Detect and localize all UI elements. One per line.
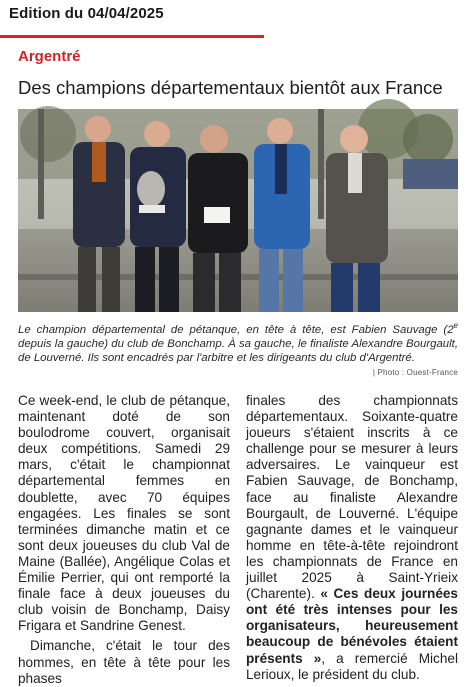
article-headline: Des champions départementaux bientôt aux France [18,77,443,98]
edition-bar [0,0,466,30]
photo-illustration [18,109,458,312]
paragraph-continued-text: finales des championnats départementaux. Soixante-quatre joueurs s'étaient inscrits à ce challenge pour se mesurer à leurs adversaires. Le vainqueur est Fabien Sauvage, de Bonchamp, face au finaliste Alexandre Bourgault, de Louverné. L'équipe gagnante dames et le vainqueur homme en tête-à-tête rejoindront les championnats de France en juillet 2025 à Saint-Yrieix (Charente). [246,393,458,602]
paragraph-1: Ce week-end, le club de pétanque, maintenant doté de son boulodrome couvert, organisait deux compétitions. Samedi 29 mars, c'était le championnat départemental femmes en doublette, avec 70 équipes engagées. Les finales se sont terminées dimanche matin et ce sont deux joueuses du club Val de Maine (Ballée), Angélique Colas et Émilie Perrier, qui ont remporté la finale face à deux joueuses du club voisin de Bonchamp, Daisy Frigara et Sandrine Genest. [18,393,230,634]
paragraph-continued [246,393,458,683]
paragraph-2: Dimanche, c'était le tour des hommes, en tête à tête pour les phases [18,638,230,686]
article-column-right [246,393,458,683]
quote-attribution: , a remercié Michel Lerioux, le président du club. [246,650,458,682]
section-label: Argentré [18,48,81,65]
article-column-left [18,393,230,687]
photo-credit: | Photo : Ouest-France [372,368,458,377]
edition-date: Edition du 04/04/2025 [9,5,164,22]
caption-superscript: e [453,321,458,330]
organizer-quote: « Ces deux journées ont été très intenses pour les organisateurs, heureusement beaucoup de bénévoles étaient présents » [246,586,458,666]
caption-text-2: depuis la gauche) du club de Bonchamp. À sa gauche, le finaliste Alexandre Bourgault, de Louverné. Ils sont encadrés par l'arbitre et les dirigeants du club d'Argentré. [18,338,458,365]
article-photo[interactable] [18,109,458,312]
red-divider [0,35,264,38]
caption-text-1: Le champion départemental de pétanque, en tête à tête, est Fabien Sauvage (2 [18,323,454,336]
photo-caption [18,319,458,366]
